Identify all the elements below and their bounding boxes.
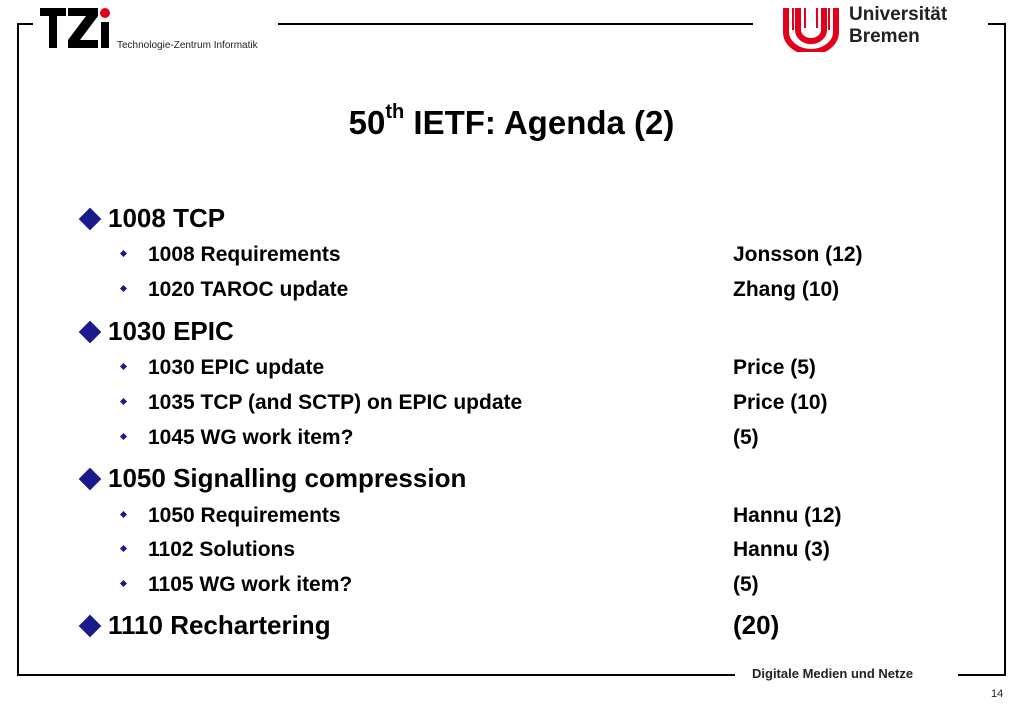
agenda-speaker: (5): [733, 573, 759, 596]
frame-line: [958, 674, 1006, 676]
uni-bremen-logo: [782, 6, 840, 52]
agenda-item: [78, 203, 225, 234]
agenda-subitem-label: 1102 Solutions: [148, 538, 296, 561]
agenda-subitem: [118, 278, 348, 302]
agenda-subitem: [118, 426, 353, 450]
agenda-subitem-label: 1105 WG work item?: [148, 573, 353, 596]
diamond-bullet-icon: [79, 614, 102, 637]
small-bullet-icon: [120, 511, 127, 518]
small-bullet-icon: [120, 433, 127, 440]
diamond-bullet-icon: [79, 467, 102, 490]
small-bullet-icon: [120, 580, 127, 587]
frame-line: [17, 674, 735, 676]
tzi-logo: [40, 6, 112, 50]
agenda-subitem-label: 1045 WG work item?: [148, 426, 354, 449]
small-bullet-icon: [120, 398, 127, 405]
agenda-subitem-label: 1008 Requirements: [148, 243, 341, 266]
agenda-speaker: Zhang (10): [733, 278, 840, 301]
agenda-subitem: [118, 573, 352, 597]
diamond-bullet-icon: [79, 320, 102, 343]
agenda-item: [78, 316, 234, 347]
agenda-speaker: (5): [733, 426, 759, 449]
agenda-subitem: [118, 391, 522, 415]
slide-title: [0, 101, 1023, 142]
agenda-speaker: Jonsson (12): [733, 243, 863, 266]
agenda-item-label: 1050 Signalling compression: [108, 463, 467, 493]
agenda-item: [78, 610, 331, 641]
uni-bremen-line2: Bremen: [849, 26, 920, 47]
title-number: 50: [348, 104, 386, 141]
agenda-item-label: 1110 Rechartering: [108, 610, 331, 640]
title-text: IETF: Agenda (2): [404, 104, 675, 141]
agenda-subitem: [118, 504, 341, 528]
frame-line: [278, 23, 753, 25]
small-bullet-icon: [120, 285, 127, 292]
agenda-speaker: Price (10): [733, 391, 828, 414]
diamond-bullet-icon: [79, 207, 102, 230]
tzi-caption: Technologie-Zentrum Informatik: [117, 40, 258, 51]
agenda-speaker: Price (5): [733, 356, 816, 379]
agenda-subitem-label: 1020 TAROC update: [148, 278, 349, 301]
agenda-subitem-label: 1050 Requirements: [148, 504, 341, 527]
agenda-subitem-label: 1030 EPIC update: [148, 356, 325, 379]
agenda-subitem-label: 1035 TCP (and SCTP) on EPIC update: [148, 391, 523, 414]
small-bullet-icon: [120, 545, 127, 552]
title-superscript: th: [385, 101, 405, 123]
small-bullet-icon: [120, 250, 127, 257]
agenda-speaker: Hannu (3): [733, 538, 830, 561]
agenda-subitem: [118, 356, 324, 380]
agenda-subitem: [118, 243, 341, 267]
uni-bremen-line1: Universität: [849, 4, 948, 25]
small-bullet-icon: [120, 363, 127, 370]
page-number: 14: [991, 688, 1004, 700]
agenda-item-label: 1030 EPIC: [108, 316, 234, 346]
uni-bremen-name: [849, 4, 947, 48]
agenda-item: [78, 463, 466, 494]
frame-line: [17, 23, 33, 25]
agenda-item-label: 1008 TCP: [108, 203, 226, 233]
agenda-speaker: Hannu (12): [733, 504, 842, 527]
agenda-speaker: (20): [733, 610, 780, 640]
footer-label: Digitale Medien und Netze: [752, 666, 914, 681]
agenda-subitem: [118, 538, 295, 562]
